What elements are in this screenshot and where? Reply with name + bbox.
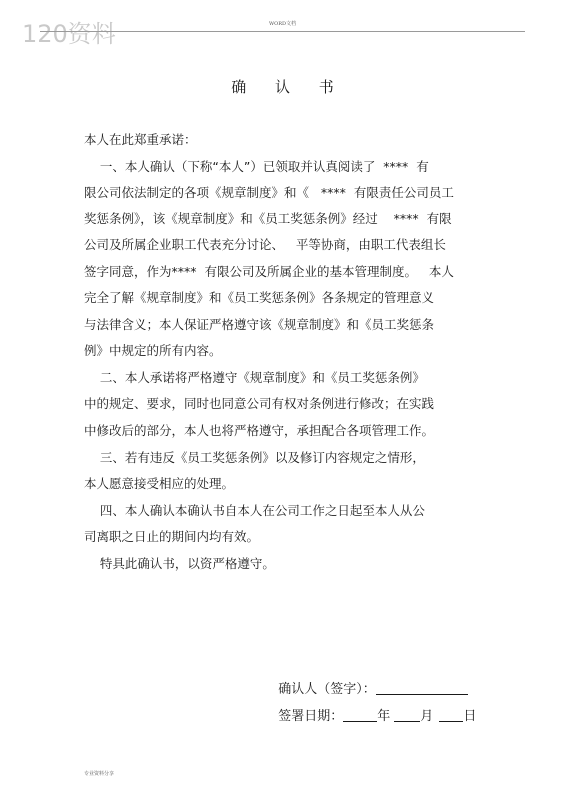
body-line: 与法律含义；本人保证严格遵守该《规章制度》和《员工奖惩条: [84, 317, 435, 332]
body-line: 中的规定、要求，同时也同意公司有权对条例进行修改；在实践: [84, 396, 435, 411]
body-line: 一、本人确认（下称“本人”）已领取并认真阅读了 **** 有: [84, 159, 429, 174]
body-line: 限公司依法制定的各项《规章制度》和《 **** 有限责任公司员工: [84, 185, 454, 200]
year-blank[interactable]: [343, 707, 377, 722]
month-label: 月: [420, 709, 434, 724]
confirmer-label: 确认人（签字）：: [278, 682, 376, 697]
body-line: 中修改后的部分，本人也将严格遵守，承担配合各项管理工作。: [84, 423, 435, 438]
day-blank[interactable]: [439, 707, 463, 722]
body-line: 二、本人承诺将严格遵守《规章制度》和《员工奖惩条例》: [84, 370, 425, 385]
watermark-logo: 120资料: [22, 20, 116, 48]
date-label: 签署日期：: [278, 709, 344, 724]
body-line: 公司及所属企业职工代表充分讨论、 平等协商，由职工代表组长: [84, 237, 446, 252]
signing-date-line: [270, 690, 476, 724]
body-line: 本人愿意接受相应的处理。: [84, 476, 235, 491]
body-line: 奖惩条例》，该《规章制度》和《员工奖惩条例》经过 **** 有限: [84, 211, 452, 226]
body-line: 本人在此郑重承诺：: [84, 132, 197, 147]
body-line: 司离职之日止的期间内均有效。: [84, 529, 260, 544]
body-line: 特具此确认书，以资严格遵守。: [84, 556, 275, 571]
header-divider: [40, 31, 525, 32]
body-line: 完全了解《规章制度》和《员工奖惩条例》各条规定的管理意义: [84, 290, 435, 305]
document-title: 确 认 书: [231, 78, 346, 96]
page-footer: 专业资料分享: [84, 771, 115, 777]
body-line: 签字同意，作为**** 有限公司及所属企业的基本管理制度。 本人: [84, 264, 454, 279]
page-header: WORD文档: [268, 21, 296, 27]
body-line: 四、本人确认本确认书自本人在公司工作之日起至本人从公: [84, 503, 425, 518]
body-line: 例》中规定的所有内容。: [84, 343, 222, 358]
day-label: 日: [463, 709, 477, 724]
year-label: 年: [377, 709, 391, 724]
body-line: 三、若有违反《员工奖惩条例》以及修订内容规定之情形，: [84, 450, 425, 465]
month-blank[interactable]: [394, 707, 420, 722]
